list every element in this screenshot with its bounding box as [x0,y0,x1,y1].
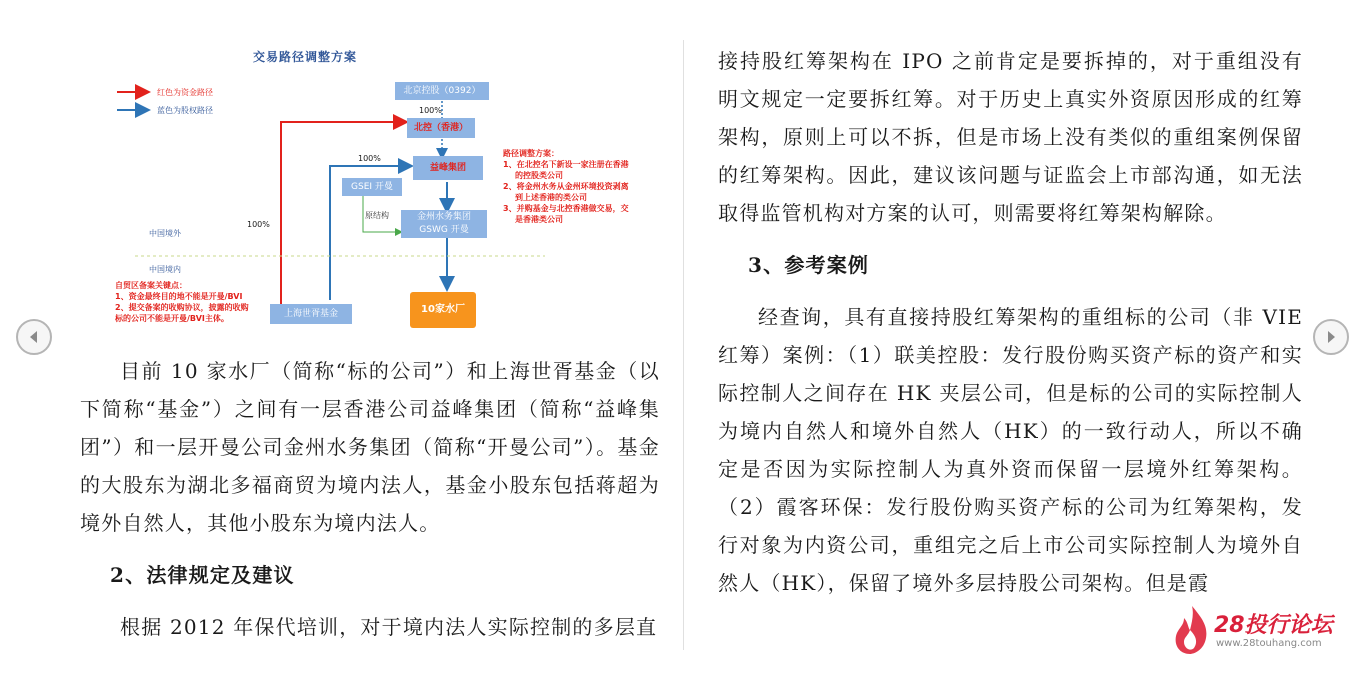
left-column [80,352,660,646]
label-domestic: 中国境内 [149,265,181,274]
logo-text: 28投行论坛 [1214,613,1333,638]
box-beijing-holdings: 北京控股（0392） [395,82,489,100]
plan-title: 路径调整方案： [503,149,559,158]
plan-1a: 1、在北控名下新设一家注册在香港 [503,160,629,169]
box-gsei: GSEI 开曼 [342,178,402,196]
key-2a: 2、提交备案的收购协议，披露的收购 [115,303,249,312]
pct-left: 100% [247,220,270,229]
pct-top: 100% [419,106,442,115]
box-gswg [401,210,487,238]
box-fund: 上海世胥基金 [270,304,352,324]
left-paragraph-2: 根据 2012 年保代培训，对于境内法人实际控制的多层直 [120,615,658,639]
box-gswg-line2: GSWG 开曼 [419,225,469,235]
page-divider [683,40,684,650]
key-title: 自贸区备案关键点： [115,281,187,290]
box-water-plants: 10家水厂 [410,292,476,328]
transaction-path-diagram [105,42,665,342]
diagram-title: 交易路径调整方案 [252,50,357,64]
box-bk-hk: 北控（香港） [407,118,475,138]
legend-red-label: 红色为资金路径 [157,88,213,97]
left-paragraph-1: 目前 10 家水厂（简称“标的公司”）和上海世胥基金（以下简称“基金”）之间有一层香港公司益峰集团（简称“益峰集团”）和一层开曼公司金州水务集团（简称“开曼公司”）。基金的大股东为湖北多福商贸为境内法人，基金小股东包括蒋超为境外自然人，其他小股东为境内法人。 [80,359,660,535]
plan-notes [503,148,629,225]
pct-mid: 100% [358,154,381,163]
key-1: 1、资金最终目的地不能是开曼/BVI [115,292,243,301]
site-logo[interactable] [1172,600,1352,660]
logo-url: www.28touhang.com [1216,638,1322,649]
right-paragraph-1: 接持股红筹架构在 IPO 之前肯定是要拆掉的，对于重组没有明文规定一定要拆红筹。对于历史上真实外资原因形成的红筹架构，原则上可以不拆，但是市场上没有类似的重组案例保留的红筹架构。因此，建议该问题与证监会上市部沟通，如无法取得监管机构对方案的认可，则需要将红筹架构解除。 [718,49,1303,225]
next-page-button[interactable] [1313,319,1349,355]
key-points [115,280,249,324]
box-yifeng: 益峰集团 [413,156,483,180]
plan-1b: 的控股类公司 [515,171,563,180]
section-heading-2: 2、法律规定及建议 [110,563,295,587]
chevron-right-icon [1323,329,1339,345]
plan-3a: 3、并购基金与北控香港做交易，交 [503,204,629,213]
plan-2b: 到上述香港的类公司 [515,193,587,202]
section-heading-3: 3、参考案例 [748,253,870,277]
chevron-left-icon [26,329,42,345]
flame-icon [1172,604,1212,656]
right-column [718,42,1303,602]
label-original-structure: 原结构 [365,211,389,220]
key-2b: 标的公司不能是开曼/BVI主体。 [115,314,229,323]
right-paragraph-2: 经查询，具有直接持股红筹架构的重组标的公司（非 VIE 红筹）案例：（1）联美控股：发行股份购买资产标的资产和实际控制人之间存在 HK 夹层公司，但是标的公司的实际控制人为境内自然人和境外自然人（HK）的一致行动人，所以不确定是否因为实际控制人为真外资而保留一层境外红筹架构。（2）霞客环保：发行股份购买资产标的公司为红筹架构，发行对象为内资公司，重组完之后上市公司实际控制人为境外自然人（HK），保留了境外多层持股公司架构。但是霞 [718,305,1303,595]
plan-3b: 是香港类公司 [515,215,563,224]
box-gswg-line1: 金州水务集团 [416,212,471,222]
plan-2a: 2、将金州水务从金州环境投资剥离 [503,182,629,191]
legend-blue-label: 蓝色为股权路径 [157,106,213,115]
prev-page-button[interactable] [16,319,52,355]
label-overseas: 中国境外 [149,229,181,238]
